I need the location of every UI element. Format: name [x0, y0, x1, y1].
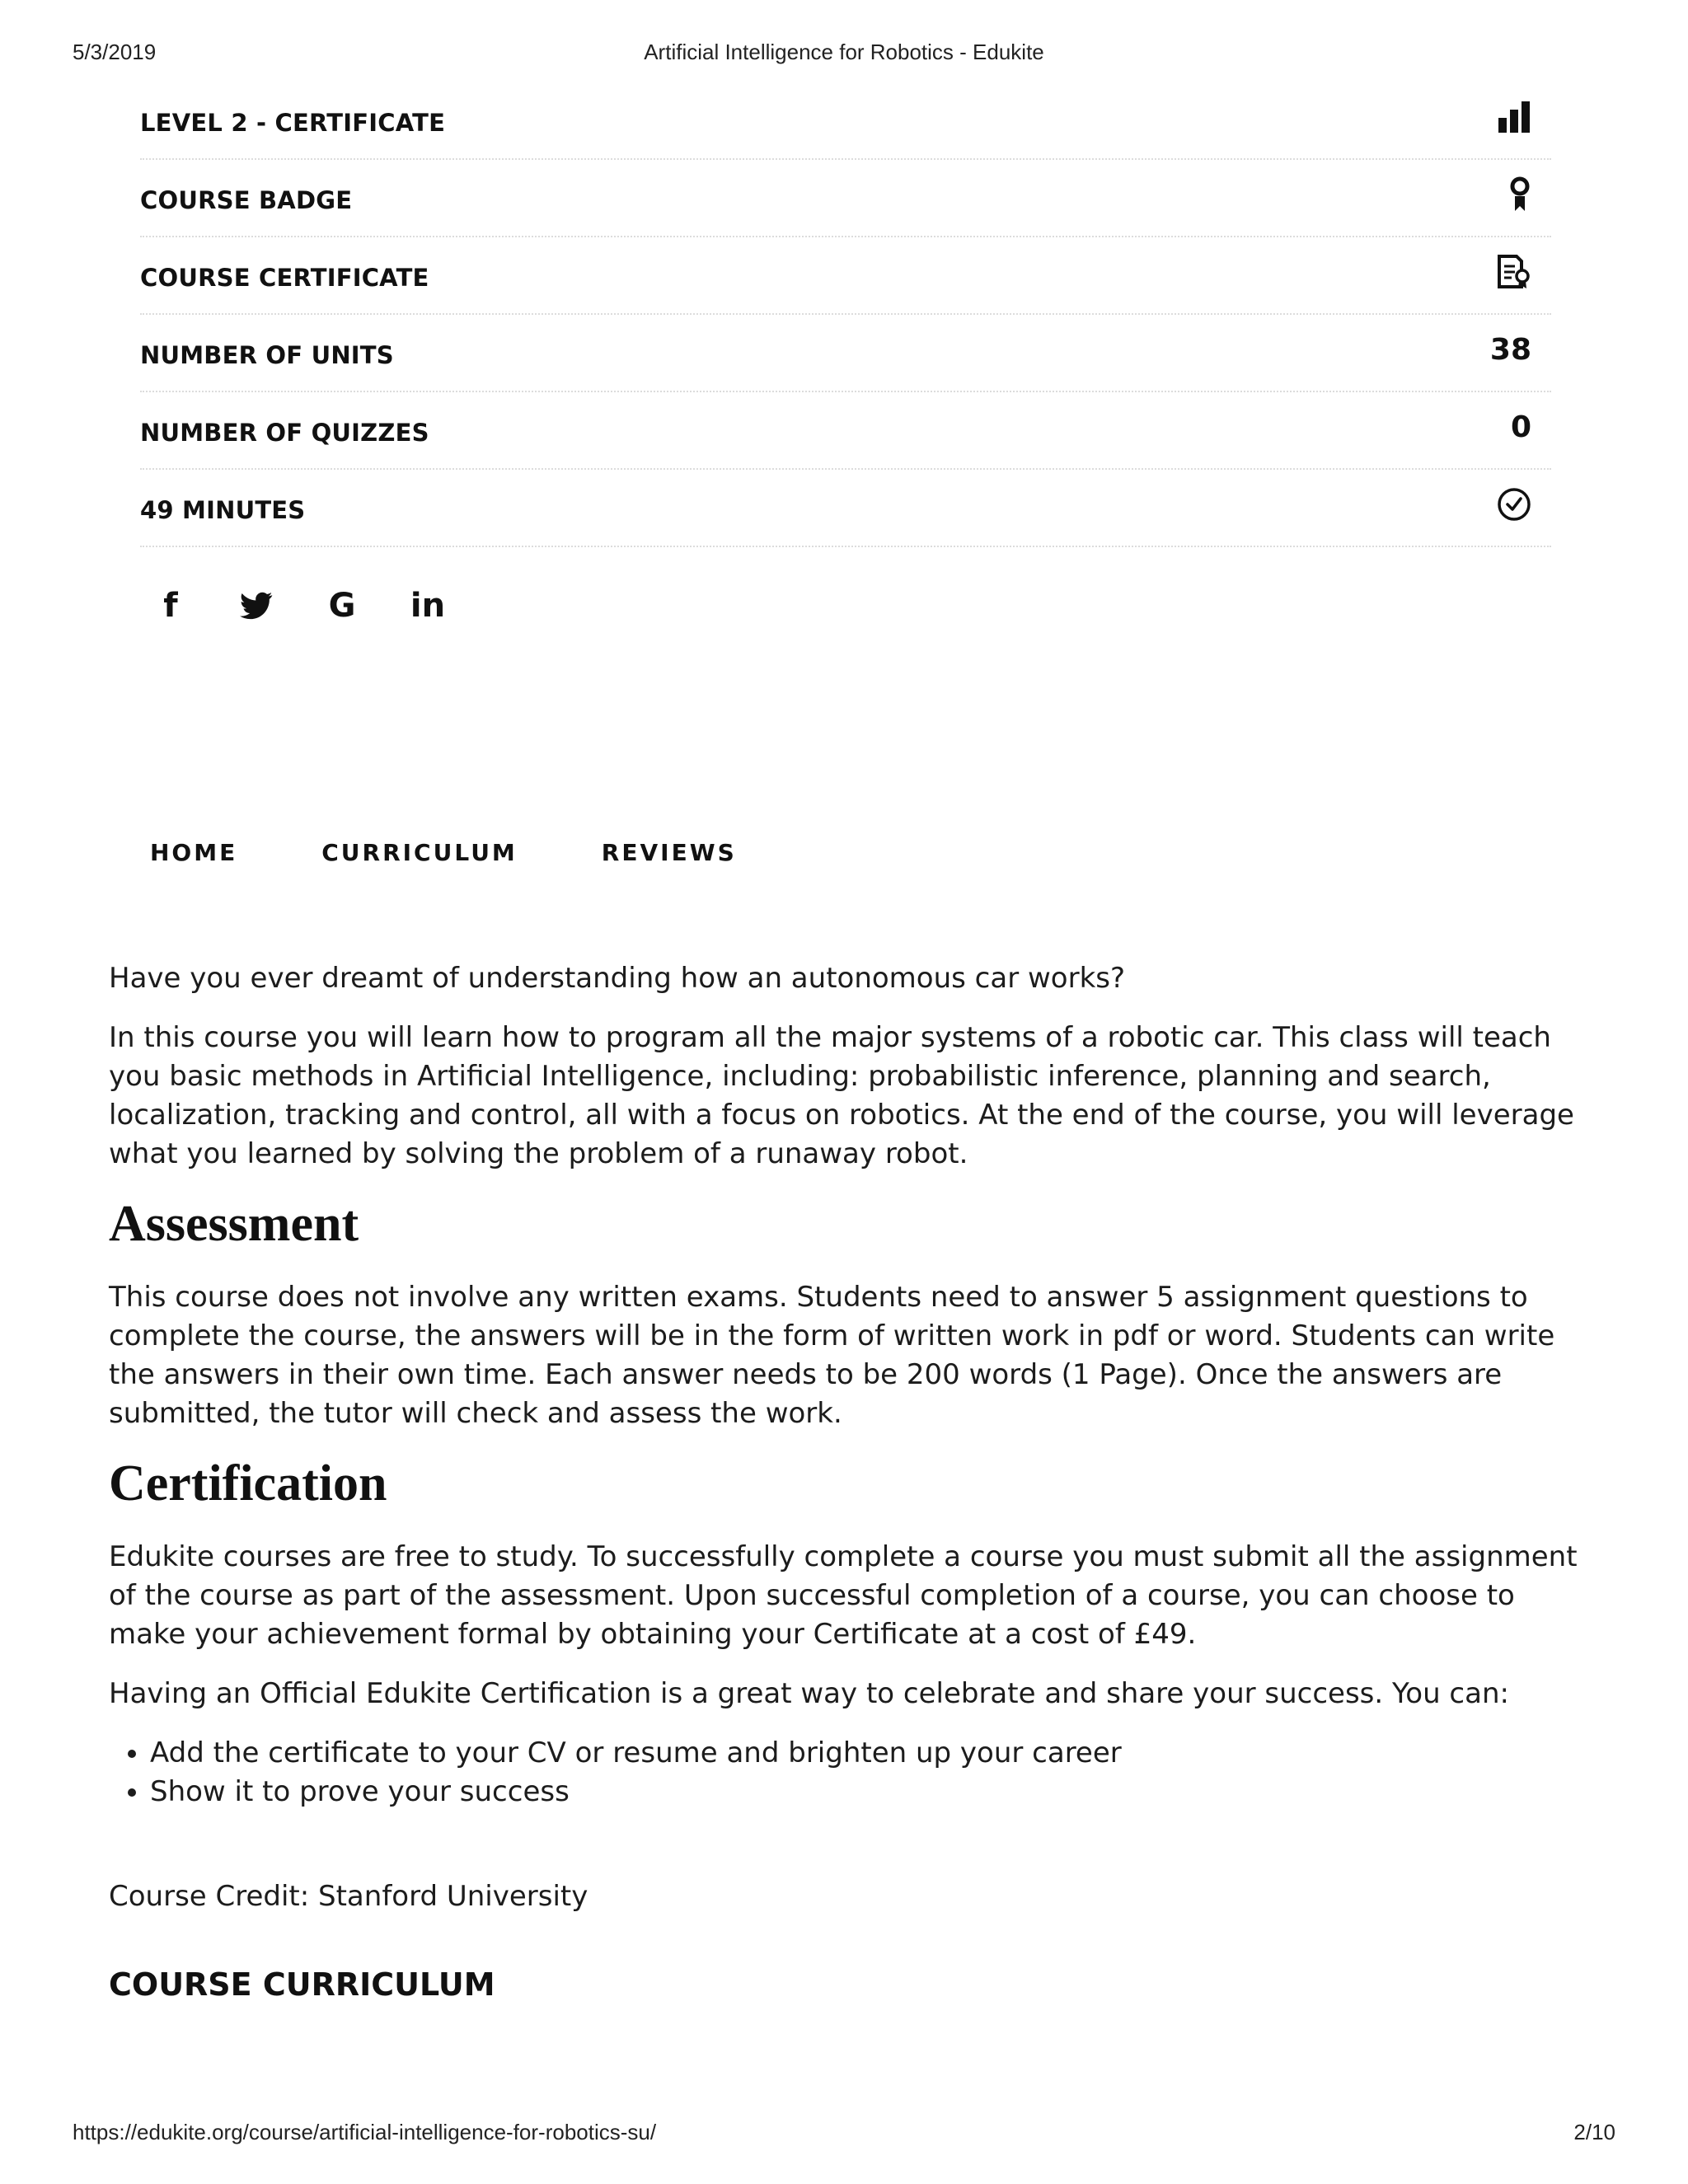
print-header	[0, 40, 1688, 73]
quizzes-count: 0	[1510, 410, 1531, 444]
certification-paragraph: Edukite courses are free to study. To successfully complete a course you must submit all the assignment of the course as part of the assessment. Upon successful completion of a course, you can choose to make your achievement formal by obtaining your Certificate at a cost of £49.	[109, 1540, 1578, 1651]
tab-home[interactable]: HOME	[150, 839, 238, 866]
social-share-bar	[153, 588, 445, 623]
official-certification-paragraph: Having an Official Edukite Certification is a great way to celebrate and share your success. You can:	[109, 1677, 1509, 1710]
intro-paragraph: In this course you will learn how to program all the major systems of a robotic car. This class will teach you basic methods in Artificial Intelligence, including: probabilistic inference, planning and search, localization, tracking and control, all with a focus on robotics. At the end of the course, you will leverage what you learned by solving the problem of a runaway robot.	[109, 1021, 1574, 1170]
certificate-icon	[1482, 249, 1531, 295]
assessment-heading: Assessment	[109, 1196, 359, 1252]
tab-curriculum[interactable]: CURRICULUM	[321, 839, 518, 866]
detail-row-level	[140, 82, 1551, 160]
certification-heading: Certification	[109, 1455, 387, 1511]
assessment-paragraph: This course does not involve any written exams. Students need to answer 5 assignment questions to complete the course, the answers will be in the form of written work in pdf or word. Students can write the answers in their own time. Each answer needs to be 200 words (1 Page). Once the answers are submitted, the tutor will check and assess the work.	[109, 1281, 1555, 1430]
list-item: • Show it to prove your success	[150, 1773, 1592, 1811]
print-page-title: Artificial Intelligence for Robotics - Edukite	[644, 40, 1044, 64]
detail-label-certificate: COURSE CERTIFICATE	[140, 264, 429, 292]
detail-row-units	[140, 315, 1551, 392]
detail-label-level: LEVEL 2 - CERTIFICATE	[140, 109, 446, 137]
bar-chart-icon	[1482, 94, 1531, 140]
facebook-icon[interactable]: f	[163, 587, 178, 625]
course-description	[109, 959, 1592, 2004]
detail-label-quizzes: NUMBER OF QUIZZES	[140, 419, 429, 447]
units-count: 38	[1489, 332, 1531, 367]
intro-question: Have you ever dreamt of understanding how an autonomous car works?	[109, 962, 1126, 995]
badge-icon	[1482, 171, 1531, 218]
print-page-number: 2/10	[1573, 2120, 1615, 2144]
detail-row-quizzes	[140, 392, 1551, 470]
print-url: https://edukite.org/course/artificial-intelligence-for-robotics-su/	[73, 2120, 657, 2144]
twitter-icon[interactable]	[239, 588, 274, 623]
detail-label-duration: 49 MINUTES	[140, 496, 306, 524]
linkedin-icon[interactable]: in	[410, 587, 446, 625]
detail-label-badge: COURSE BADGE	[140, 186, 353, 214]
tab-reviews[interactable]: REVIEWS	[601, 839, 737, 866]
course-tabs	[150, 839, 737, 866]
detail-row-badge	[140, 160, 1551, 237]
list-item: • Add the certificate to your CV or resume and brighten up your career	[150, 1734, 1592, 1773]
detail-row-certificate	[140, 237, 1551, 315]
clock-check-icon	[1482, 481, 1531, 527]
detail-row-duration	[140, 470, 1551, 547]
print-footer	[0, 2120, 1688, 2153]
benefits-list	[109, 1734, 1592, 1811]
print-date: 5/3/2019	[73, 40, 157, 64]
detail-label-units: NUMBER OF UNITS	[140, 341, 394, 369]
course-curriculum-heading: COURSE CURRICULUM	[109, 1966, 495, 2003]
course-details-list	[140, 82, 1551, 547]
google-icon[interactable]: G	[328, 587, 356, 625]
course-credit: Course Credit: Stanford University	[109, 1880, 588, 1913]
